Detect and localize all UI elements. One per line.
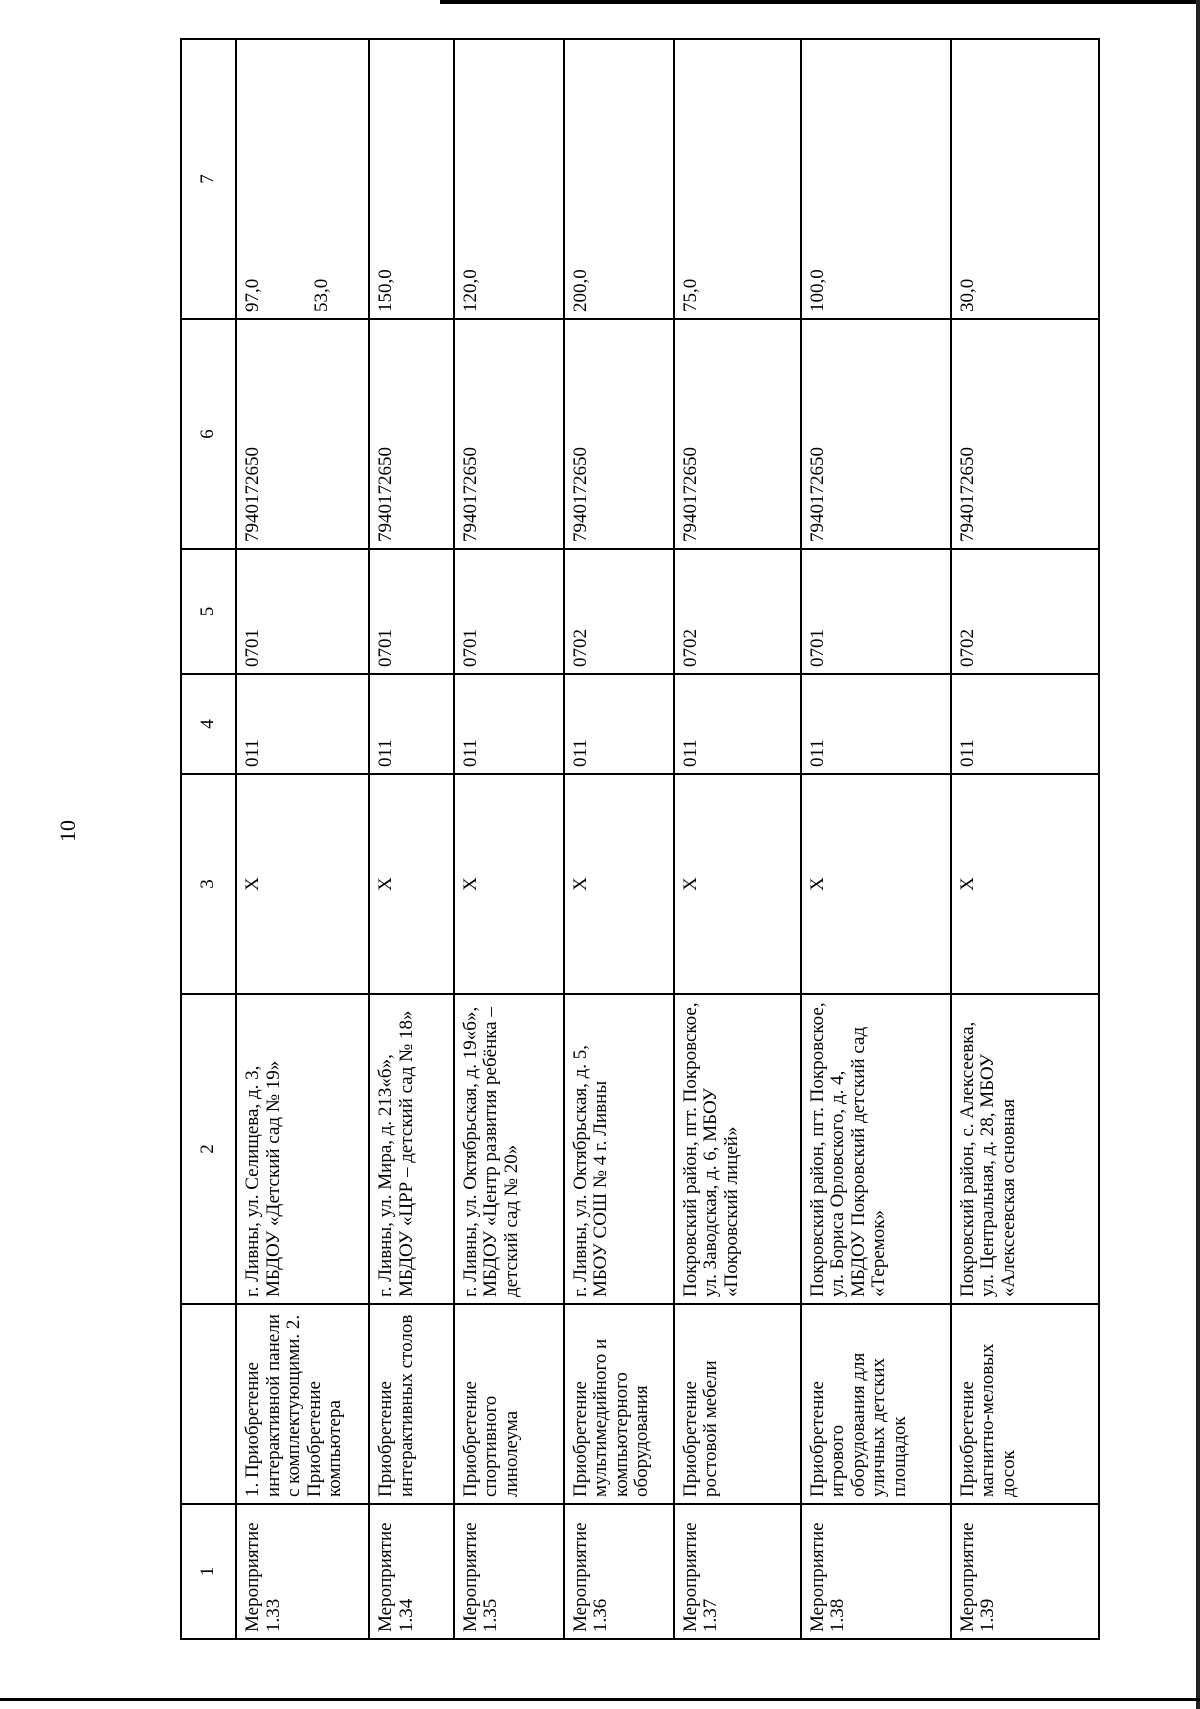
cell-code: 011 — [369, 674, 454, 774]
activity-title: Приобретение игрового оборудования для уличных детских площадок — [801, 1304, 951, 1504]
activity-address: г. Ливны, ул. Октябрьская, д. 19«б», МБДОУ «Центр развития ребёнка – детский сад № 20» — [454, 994, 564, 1304]
activity-title: Приобретение ростовой мебели — [674, 1304, 801, 1504]
cell-section: 0701 — [369, 549, 454, 674]
header-cell: 7 — [181, 39, 236, 319]
cell-code: 011 — [454, 674, 564, 774]
activity-number: Мероприятие 1.37 — [674, 1504, 801, 1639]
cell-amount: 30,0 — [951, 39, 1099, 319]
cell-x: Х — [454, 774, 564, 994]
table-row — [674, 39, 801, 1639]
activity-title: Приобретение магнитно-меловых досок — [951, 1304, 1099, 1504]
cell-code: 011 — [236, 674, 369, 774]
rotated-table-container — [180, 40, 1100, 1640]
cell-target: 7940172650 — [454, 319, 564, 549]
activity-title: Приобретение мультимедийного и компьютерного оборудования — [564, 1304, 674, 1504]
header-cell: 2 — [181, 994, 236, 1304]
cell-x: Х — [951, 774, 1099, 994]
cell-section: 0702 — [674, 549, 801, 674]
cell-amount: 75,0 — [674, 39, 801, 319]
cell-x: Х — [236, 774, 369, 994]
table-row — [454, 39, 564, 1639]
cell-target: 7940172650 — [674, 319, 801, 549]
cell-target: 7940172650 — [564, 319, 674, 549]
cell-target: 7940172650 — [801, 319, 951, 549]
cell-amount: 100,0 — [801, 39, 951, 319]
cell-code: 011 — [951, 674, 1099, 774]
cell-x: Х — [369, 774, 454, 994]
header-cell: 5 — [181, 549, 236, 674]
header-row — [181, 39, 236, 1639]
cell-x: Х — [801, 774, 951, 994]
activity-number: Мероприятие 1.38 — [801, 1504, 951, 1639]
cell-amount: 120,0 — [454, 39, 564, 319]
cell-code: 011 — [674, 674, 801, 774]
activity-number: Мероприятие 1.35 — [454, 1504, 564, 1639]
cell-target: 7940172650 — [236, 319, 369, 549]
table-row — [369, 39, 454, 1639]
activity-title: Приобретение спортивного линолеума — [454, 1304, 564, 1504]
cell-section: 0702 — [564, 549, 674, 674]
activity-address: г. Ливны, ул. Мира, д. 213«б», МБДОУ «ЦРР – детский сад № 18» — [369, 994, 454, 1304]
activity-address: Покровский район, пгт. Покровское, ул. Заводская, д. 6, МБОУ «Покровский лицей» — [674, 994, 801, 1304]
table-row — [236, 39, 369, 1639]
activity-title: Приобретение интерактивных столов — [369, 1304, 454, 1504]
activity-number: Мероприятие 1.36 — [564, 1504, 674, 1639]
cell-target: 7940172650 — [951, 319, 1099, 549]
cell-target: 7940172650 — [369, 319, 454, 549]
activity-address: Покровский район, пгт. Покровское, ул. Бориса Орловского, д. 4, МБДОУ Покровский детский сад «Теремок» — [801, 994, 951, 1304]
cell-amount: 150,0 — [369, 39, 454, 319]
activity-number: Мероприятие 1.39 — [951, 1504, 1099, 1639]
activity-address: Покровский район, с. Алексеевка, ул. Центральная, д. 28, МБОУ «Алексеевская основная — [951, 994, 1099, 1304]
amount-value-secondary: 53,0 — [310, 278, 332, 312]
amount-value: 97,0 — [241, 278, 263, 312]
cell-section: 0701 — [236, 549, 369, 674]
page-number: 10 — [55, 820, 80, 842]
cell-code: 011 — [564, 674, 674, 774]
cell-x: Х — [564, 774, 674, 994]
activity-number: Мероприятие 1.34 — [369, 1504, 454, 1639]
cell-section: 0702 — [951, 549, 1099, 674]
cell-section: 0701 — [801, 549, 951, 674]
cell-amount: 200,0 — [564, 39, 674, 319]
header-cell: 6 — [181, 319, 236, 549]
scan-edge-right — [1196, 0, 1200, 1709]
scan-edge-top — [440, 0, 1200, 4]
cell-x: Х — [674, 774, 801, 994]
activity-address: г. Ливны, ул. Октябрьская, д. 5, МБОУ СОШ № 4 г. Ливны — [564, 994, 674, 1304]
header-cell: 3 — [181, 774, 236, 994]
table-row — [801, 39, 951, 1639]
table-row — [951, 39, 1099, 1639]
cell-section: 0701 — [454, 549, 564, 674]
cell-amount — [236, 39, 369, 319]
header-cell: 1 — [181, 1504, 236, 1639]
header-cell: 4 — [181, 674, 236, 774]
cell-code: 011 — [801, 674, 951, 774]
activity-number: Мероприятие 1.33 — [236, 1504, 369, 1639]
header-cell — [181, 1304, 236, 1504]
scan-edge-bottom — [0, 1698, 1200, 1701]
activities-table — [180, 38, 1100, 1640]
activity-address: г. Ливны, ул. Селищева, д. 3, МБДОУ «Детский сад № 19» — [236, 994, 369, 1304]
table-row — [564, 39, 674, 1639]
activity-title: 1. Приобретение интерактивной панели с комплектующими. 2. Приобретение компьютера — [236, 1304, 369, 1504]
